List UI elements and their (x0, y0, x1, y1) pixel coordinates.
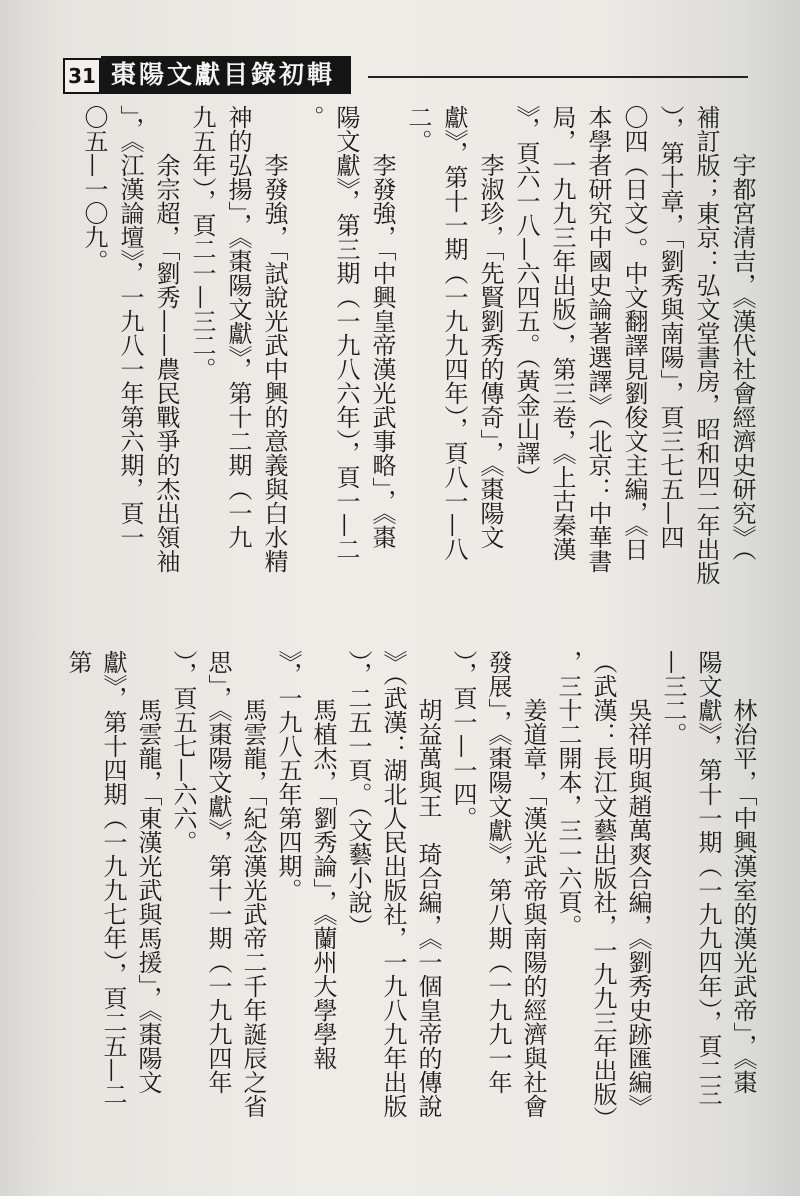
bibliography-entry (292, 105, 400, 585)
entry-line: 李淑珍，「先賢劉秀的傳奇」，《棗陽文 (476, 153, 504, 549)
entry-line: ），頁五七—六六。 (169, 650, 197, 854)
entry-line: 》（武漢：湖北人民出版社，一九八九年出版 (379, 650, 407, 1118)
running-header (63, 56, 351, 94)
entry-line: 〇四（日文）。中文翻譯見劉俊文主編，《日 (620, 105, 648, 561)
bibliography-entry (95, 650, 165, 1130)
continuation-fragment: 第 (64, 650, 92, 674)
entry-line: ），二五一頁。（文藝小說） (344, 650, 372, 938)
entry-line: 林治平，「中興漢室的漢光武帝」，《棗 (729, 698, 757, 1094)
entry-line: 二。 (404, 105, 432, 153)
entry-line: 李發強，「試說光武中興的意義與白水精 (260, 153, 288, 573)
entry-line: 李發強，「中興皇帝漢光武事略」，《棗 (368, 153, 396, 549)
entry-line: 馬雲龍，「紀念漢光武帝二千年誕辰之省 (239, 698, 267, 1118)
entry-line: 獻》，第十四期（一九九七年），頁二五—二 (99, 650, 127, 1106)
entry-line: 》，一九八五年第四期。 (274, 650, 302, 902)
entry-line: 余宗超，「劉秀——農民戰爭的杰出領袖 (152, 153, 180, 573)
bibliography-entry (340, 650, 445, 1130)
bibliography-entry (550, 650, 655, 1130)
header-rule (368, 76, 748, 78)
bibliography-entry (184, 105, 292, 585)
entry-line: ），第十章，「劉秀與南陽」，頁三七五—四 (656, 105, 684, 549)
bibliography-entry (655, 650, 760, 1130)
bibliography-entry (165, 650, 270, 1130)
entry-line: 姜道章，「漢光武帝與南陽的經濟與社會 (519, 698, 547, 1118)
entry-line: —三二。 (659, 650, 687, 746)
entry-line: ，三十二開本，三一六頁。 (554, 650, 582, 938)
entry-line: 陽文獻》，第十一期（一九九四年），頁二三 (694, 650, 722, 1106)
bibliography-entry (270, 650, 340, 1130)
bibliography-entry (400, 105, 508, 585)
bibliography-lower-block (60, 650, 760, 1130)
entry-line: 」，《江漢論壇》，一九八一年第六期，頁一 (116, 105, 144, 549)
entry-line: 》，頁六一八—六四五。（黃金山譯） (512, 105, 540, 489)
entry-line: 補訂版；東京：弘文堂書房，昭和四二年出版 (692, 105, 720, 585)
entry-line: 局，一九九三年出版），第三卷，《上古秦漢 (548, 105, 576, 561)
entry-line: 九五年），頁二一—三二。 (188, 105, 216, 381)
bibliography-entry (76, 105, 184, 585)
entry-line: 獻》，第十一期（一九九四年），頁八一—八 (440, 105, 468, 561)
entry-line: 陽文獻》，第三期（一九八六年），頁一—二 (332, 105, 360, 561)
entry-line: 本學者研究中國史論著選譯》（北京：中華書 (584, 105, 612, 573)
book-title: 棗陽文獻目錄初輯 (101, 56, 351, 94)
entry-line: 神的弘揚」，《棗陽文獻》，第十二期（一九 (224, 105, 252, 549)
entry-line: 馬雲龍，「東漢光武與馬援」，《棗陽文 (134, 698, 162, 1094)
entry-line: 宇都宮清吉，《漢代社會經濟史研究》（ (728, 153, 756, 561)
bibliography-upper-block (76, 105, 760, 585)
entry-line: （武漢：長江文藝出版社，一九九三年出版） (589, 650, 617, 1130)
page-number: 31 (63, 58, 101, 94)
bibliography-entry (445, 650, 550, 1130)
entry-line: 〇五—一〇九。 (80, 105, 108, 273)
entry-line: 思」，《棗陽文獻》，第十一期（一九九四年 (204, 650, 232, 1094)
entry-line: 吳祥明與趙萬爽合編，《劉秀史跡匯編》 (624, 698, 652, 1118)
entry-line: 馬植杰，「劉秀論」，《蘭州大學學報 (309, 698, 337, 1070)
entry-line: 。 (296, 105, 324, 129)
bibliography-entry (508, 105, 760, 585)
entry-line: ），頁一—一四。 (449, 650, 477, 830)
entry-line: 發展」，《棗陽文獻》，第八期（一九九一年 (484, 650, 512, 1094)
entry-line: 胡益萬與王 琦合編，《一個皇帝的傳說 (414, 698, 442, 1118)
